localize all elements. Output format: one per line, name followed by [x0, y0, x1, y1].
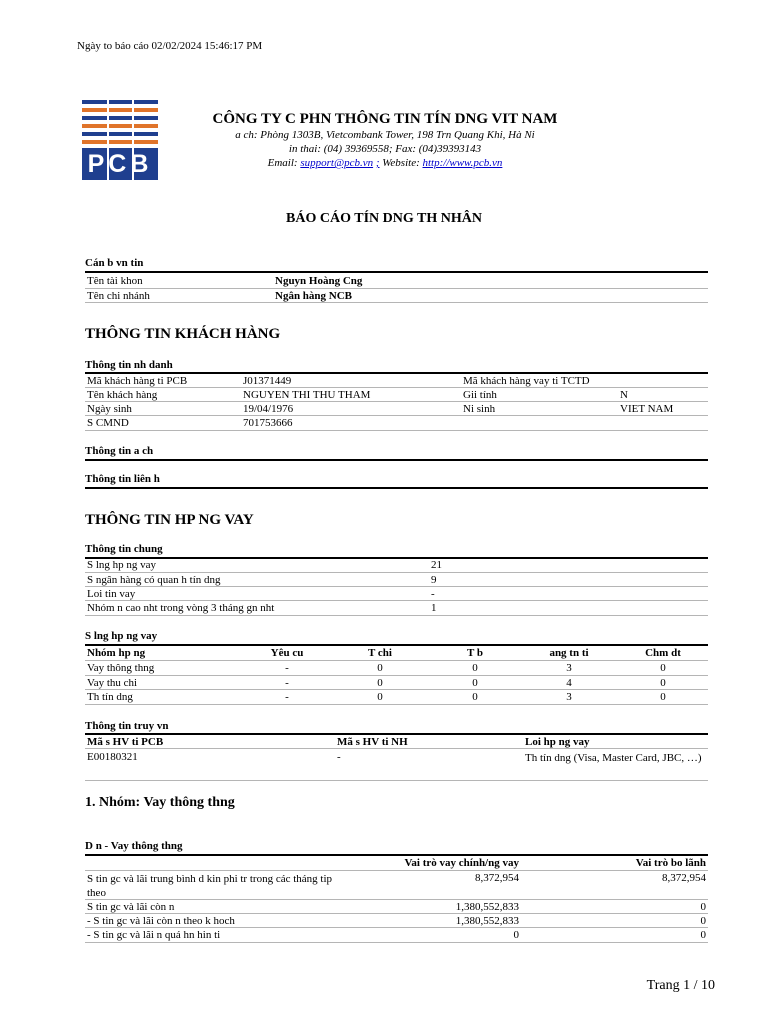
field-value: VIET NAM	[620, 403, 674, 415]
customer-section-title: THÔNG TIN KHÁCH HÀNG	[85, 326, 281, 342]
logo-text: PCB	[87, 150, 153, 178]
cell: 4	[566, 677, 572, 689]
field-label: Ngày sinh	[87, 403, 132, 415]
officer-label: Tên chi nhánh	[87, 290, 150, 302]
debt-value: 0	[700, 901, 706, 913]
group1-title: 1. Nhóm: Vay thông thng	[85, 795, 235, 810]
field-value: 701753666	[243, 417, 293, 429]
cell: Vay thông thng	[87, 662, 155, 674]
cell: 0	[472, 691, 478, 703]
debt-value: 1,380,552,833	[455, 915, 519, 927]
debt-value: 8,372,954	[475, 872, 519, 884]
officer-value: Ngân hàng NCB	[275, 290, 353, 302]
field-value: J01371449	[243, 375, 292, 387]
col-header: Loi hp ng vay	[525, 736, 590, 748]
debt-label: - S tin gc và lãi n quá hn hin ti	[87, 929, 221, 941]
cell: -	[285, 691, 289, 703]
debt-value: 0	[700, 915, 706, 927]
cell: 0	[472, 677, 478, 689]
pcb-logo	[82, 100, 158, 180]
website-link[interactable]: http://www.pcb.vn	[422, 157, 503, 169]
count-heading: S lng hp ng vay	[85, 630, 158, 642]
general-label: Nhóm n cao nht trong vòng 3 tháng gn nht	[87, 602, 275, 614]
col-header: T chi	[368, 647, 392, 659]
field-value: N	[620, 389, 628, 401]
contact-separator: ;	[375, 157, 380, 169]
cell: 3	[566, 662, 572, 674]
email-label: Email:	[267, 157, 298, 169]
company-contact-line	[160, 157, 610, 169]
company-address: a ch: Phòng 1303B, Vietcombank Tower, 198 Trn Quang Khi, Hà Ni	[235, 129, 535, 141]
field-value: NGUYEN THI THU THAM	[243, 389, 371, 401]
col-header: Chm dt	[645, 647, 681, 659]
query-heading: Thông tin truy vn	[85, 720, 169, 732]
col-header: Vai trò vay chính/ng vay	[404, 857, 519, 869]
debt-value: 0	[513, 929, 519, 941]
contracts-section-title: THÔNG TIN HP NG VAY	[85, 512, 254, 528]
field-label: Mã khách hàng vay ti TCTD	[463, 375, 590, 387]
col-header: ang tn ti	[549, 647, 589, 659]
field-label: Gii tính	[463, 389, 497, 401]
general-label: Loi tin vay	[87, 588, 136, 600]
officer-label: Tên tài khon	[87, 275, 143, 287]
col-header: Nhóm hp ng	[87, 647, 146, 659]
cell: Th tín dng (Visa, Master Card, JBC, …)	[525, 752, 702, 764]
cell: 0	[472, 662, 478, 674]
debt-label: - S tin gc và lãi còn n theo k hoch	[87, 915, 235, 927]
cell: 0	[377, 677, 383, 689]
col-header: T b	[466, 647, 483, 659]
report-title: BÁO CÁO TÍN DNG TH NHÂN	[286, 211, 482, 226]
general-value: 21	[431, 559, 442, 571]
website-label: Website:	[382, 157, 420, 169]
general-label: S lng hp ng vay	[87, 559, 157, 571]
contact-heading: Thông tin liên h	[85, 473, 160, 485]
company-phone: in thai: (04) 39369558; Fax: (04)39393143	[288, 143, 482, 155]
cell: 0	[660, 677, 666, 689]
cell: 0	[660, 691, 666, 703]
debt-label: S tin gc và lãi trung bình d kin phi tr trong các tháng tip theo	[87, 873, 333, 899]
cell: 0	[377, 691, 383, 703]
report-date: Ngày to báo cáo 02/02/2024 15:46:17 PM	[77, 40, 263, 52]
general-value: 9	[431, 574, 437, 586]
cell: -	[285, 662, 289, 674]
cell: 3	[566, 691, 572, 703]
general-label: S ngân hàng có quan h tín dng	[87, 574, 221, 586]
debt-value: 8,372,954	[662, 872, 706, 884]
col-header: Mã s HV ti NH	[337, 736, 408, 748]
officer-heading: Cán b vn tin	[85, 257, 144, 269]
debt-value: 1,380,552,833	[455, 901, 519, 913]
cell: 0	[377, 662, 383, 674]
field-label: Ni sinh	[463, 403, 496, 415]
officer-value: Nguyn Hoàng Cng	[275, 275, 363, 287]
col-header: Mã s HV ti PCB	[87, 736, 164, 748]
page-number: Trang 1 / 10	[646, 978, 715, 993]
col-header: Yêu cu	[270, 647, 304, 659]
debt-label: S tin gc và lãi còn n	[87, 901, 175, 913]
cell: -	[285, 677, 289, 689]
debt-heading: D n - Vay thông thng	[85, 840, 183, 852]
general-value: 1	[431, 602, 437, 614]
field-value: 19/04/1976	[243, 403, 294, 415]
cell: Th tín dng	[87, 691, 133, 703]
id-heading: Thông tin nh danh	[85, 359, 173, 371]
email-link[interactable]: support@pcb.vn	[300, 157, 374, 169]
cell: 0	[660, 662, 666, 674]
col-header: Vai trò bo lãnh	[635, 857, 706, 869]
field-label: S CMND	[87, 417, 129, 429]
cell: E00180321	[87, 751, 138, 763]
debt-value: 0	[700, 929, 706, 941]
cell: Vay thu chi	[87, 677, 138, 689]
company-name: CÔNG TY C PHN THÔNG TIN TÍN DNG VIT NAM	[212, 111, 558, 127]
general-value: -	[431, 588, 435, 600]
general-heading: Thông tin chung	[85, 543, 163, 555]
field-label: Tên khách hàng	[87, 389, 158, 401]
address-heading: Thông tin a ch	[85, 445, 154, 457]
cell: -	[337, 751, 341, 763]
field-label: Mã khách hàng ti PCB	[87, 375, 188, 387]
